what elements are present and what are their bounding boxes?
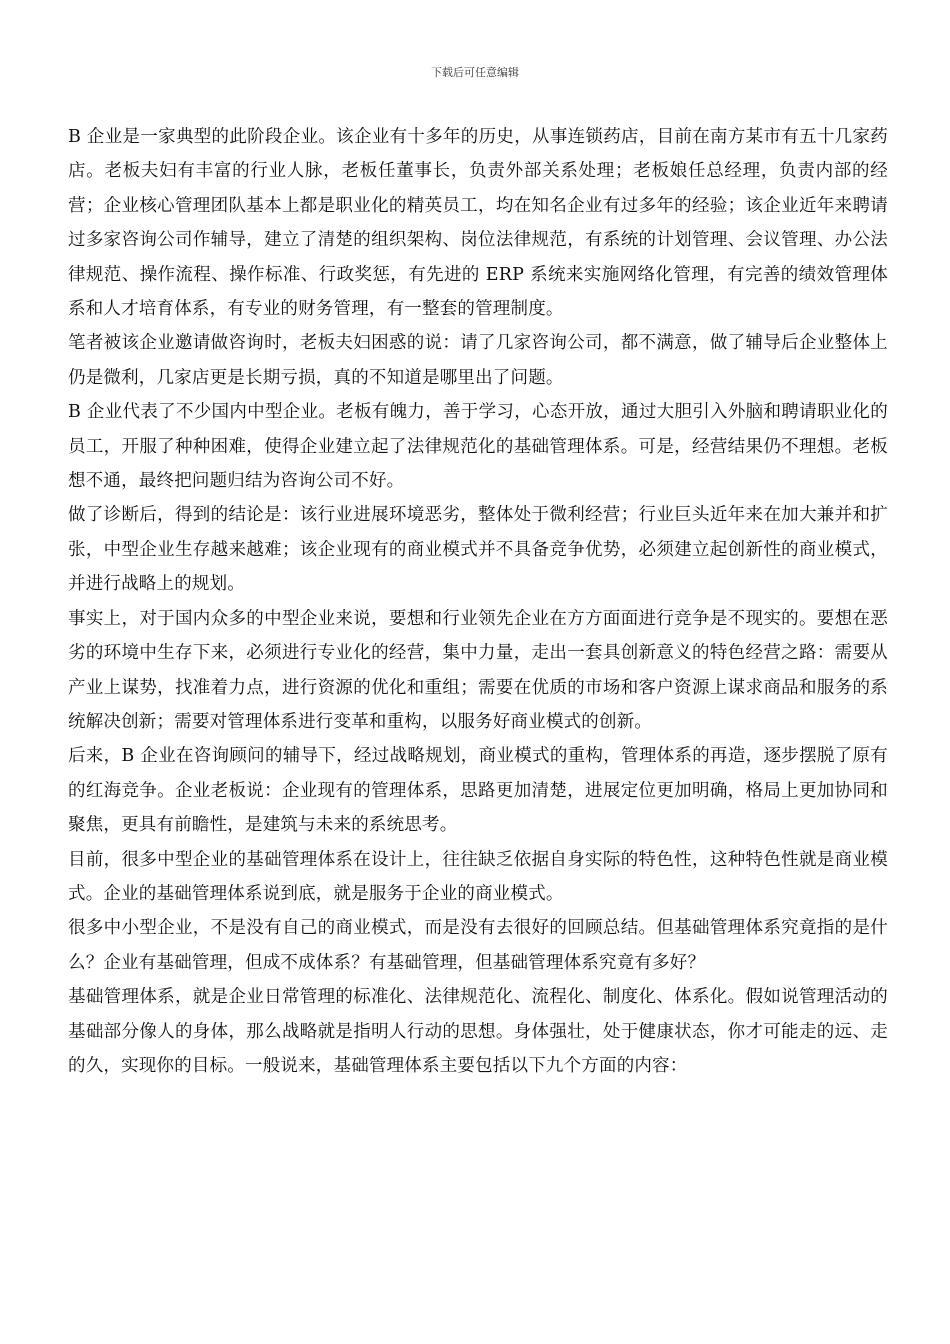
paragraph-business-model: 目前，很多中型企业的基础管理体系在设计上，往往缺乏依据自身实际的特色性，这种特色性就是商业模式。企业的基础管理体系说到底，就是服务于企业的商业模式。 [68, 849, 888, 904]
paragraph-specialization: 事实上，对于国内众多的中型企业来说，要想和行业领先企业在方方面面进行竞争是不现实的。要想在恶劣的环境中生存下来，必须进行专业化的经营，集中力量，走出一套具创新意义的特色经营之路：需要从产业上谋势，找准着力点，进行资源的优化和重组；需要在优质的市场和客户资源上谋求商品和服务的系统解决创新；需要对管理体系进行变革和重构，以服务好商业模式的创新。 [68, 608, 888, 732]
paragraph-owner-confusion: 笔者被该企业邀请做咨询时，老板夫妇困惑的说：请了几家咨询公司，都不满意，做了辅导后企业整体上仍是微利，几家店更是长期亏损，真的不知道是哪里出了问题。 [68, 333, 888, 388]
document-body [68, 120, 888, 1083]
paragraph-definition: 基础管理体系，就是企业日常管理的标准化、法律规范化、流程化、制度化、体系化。假如说管理活动的基础部分像人的身体，那么战略就是指明人行动的思想。身体强壮，处于健康状态，你才可能走的远、走的久，实现你的目标。一般说来，基础管理体系主要包括以下九个方面的内容： [68, 987, 888, 1076]
paragraph-representative: B 企业代表了不少国内中型企业。老板有魄力，善于学习，心态开放，通过大胆引入外脑和聘请职业化的员工，开服了种种困难，使得企业建立起了法律规范化的基础管理体系。可是，经营结果仍不理想。老板想不通，最终把问题归结为咨询公司不好。 [68, 402, 888, 492]
paragraph-company-b-intro: B 企业是一家典型的此阶段企业。该企业有十多年的历史，从事连锁药店，目前在南方某市有五十几家药店。老板夫妇有丰富的行业人脉，老板任董事长，负责外部关系处理；老板娘任总经理，负责内部的经营；企业核心管理团队基本上都是职业化的精英员工，均在知名企业有过多年的经验；该企业近年来聘请过多家咨询公司作辅导，建立了清楚的组织架构、岗位法律规范，有系统的计划管理、会议管理、办公法律规范、操作流程、操作标准、行政奖惩，有先进的 ERP 系统来实施网络化管理，有完善的绩效管理体系和人才培育体系，有专业的财务管理，有一整套的管理制度。 [68, 127, 888, 320]
paragraph-diagnosis: 做了诊断后，得到的结论是：该行业进展环境恶劣，整体处于微利经营；行业巨头近年来在加大兼并和扩张，中型企业生存越来越难；该企业现有的商业模式并不具备竞争优势，必须建立起创新性的商业模式，并进行战略上的规划。 [68, 505, 888, 595]
paragraph-transformation: 后来，B 企业在咨询顾问的辅导下，经过战略规划，商业模式的重构，管理体系的再造，逐步摆脱了原有的红海竞争。企业老板说：企业现有的管理体系，思路更加清楚，进展定位更加明确，格局上更加协同和聚焦，更具有前瞻性，是建筑与未来的系统思考。 [68, 746, 888, 836]
paragraph-questions: 很多中小型企业，不是没有自己的商业模式，而是没有去很好的回顾总结。但基础管理体系究竟指的是什么？企业有基础管理，但成不成体系？有基础管理，但基础管理体系究竟有多好？ [68, 918, 888, 973]
page-header: 下载后可任意编辑 [431, 66, 519, 79]
